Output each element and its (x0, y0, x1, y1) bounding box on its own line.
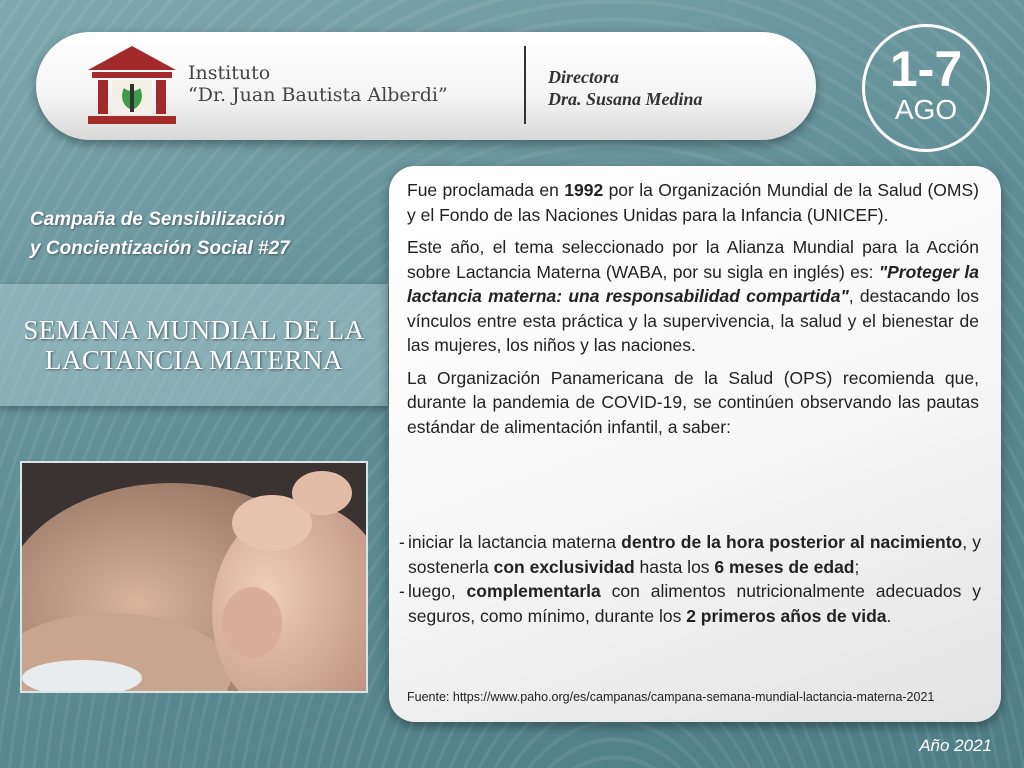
list-dash: - (399, 581, 405, 601)
list-item-text (408, 530, 981, 579)
recommendation-list (399, 530, 981, 628)
director-info (548, 66, 703, 110)
campaign-line1: Campaña de Sensibilización (30, 209, 286, 230)
text-bold: con exclusividad (493, 556, 635, 577)
text-bold: 6 meses de edad (714, 556, 855, 577)
text-segment: con alimentos nutricionalmente adecuados y seguros, como mínimo, durante los (408, 581, 981, 626)
institute-name-line2: “Dr. Juan Bautista Alberdi” (188, 84, 448, 106)
date-month: AGO (894, 94, 958, 125)
date-badge (862, 24, 990, 152)
list-item (399, 530, 981, 579)
page-title (23, 315, 364, 375)
institute-name-line1: Instituto (188, 62, 271, 84)
campaign-label (30, 205, 370, 263)
source-citation: Fuente: https://www.paho.org/es/campanas/campana-semana-mundial-lactancia-materna-2021 (407, 690, 935, 704)
list-item (399, 579, 981, 628)
text-segment: por la Organización Mundial de la Salud (OMS) y el Fondo de las Naciones Unidas para la Infancia (UNICEF). (407, 180, 979, 225)
text-segment: , destacando los vínculos entre esta práctica y la supervivencia, la salud y el bienestar de las mujeres, los niños y las naciones. (407, 286, 979, 355)
text-segment: Este año, el tema seleccionado por la Alianza Mundial para la Acción sobre Lactancia Materna (WABA, por su sigla en inglés) es: (407, 237, 979, 282)
institute-header (36, 32, 816, 140)
text-bold: 1992 (564, 180, 604, 200)
text-bold: complementarla (466, 581, 601, 601)
paragraph-theme (407, 235, 979, 358)
text-bold: 2 primeros años de vida (686, 605, 887, 626)
title-band (0, 284, 388, 406)
info-panel (389, 166, 1001, 722)
director-role: Directora (548, 67, 619, 87)
text-segment: , y sostenerla (408, 532, 981, 577)
text-segment: luego, (408, 581, 467, 601)
page-title-line2: LACTANCIA MATERNA (44, 345, 344, 375)
paragraph-proclamation (407, 178, 979, 227)
institute-logo-icon (84, 44, 180, 128)
campaign-line2: y Concientización Social #27 (30, 238, 290, 259)
breastfeeding-photo (20, 461, 368, 693)
text-bold: dentro de la hora posterior al nacimiento (621, 532, 963, 552)
year-label: Año 2021 (919, 736, 992, 755)
text-segment: ; (854, 556, 860, 577)
text-segment: hasta los (634, 556, 715, 577)
breastfeeding-image-icon (22, 463, 366, 691)
list-item-text (408, 579, 981, 628)
info-text (407, 178, 979, 447)
date-days: 1-7 (889, 41, 963, 97)
institute-name (188, 62, 448, 106)
list-dash: - (399, 532, 405, 552)
text-segment: Fue proclamada en (407, 180, 565, 200)
page-title-line1: SEMANA MUNDIAL DE LA (23, 315, 365, 345)
text-segment: . (886, 605, 892, 626)
paragraph-ops: La Organización Panamericana de la Salud (OPS) recomienda que, durante la pandemia de COVID-19, se continúen observando las pautas estándar de alimentación infantil, a saber: (407, 367, 979, 437)
header-divider (524, 46, 526, 124)
text-segment: iniciar la lactancia materna (408, 532, 622, 552)
theme-quote: "Proteger la lactancia materna: una responsabilidad compartida" (407, 261, 979, 306)
director-name: Dra. Susana Medina (548, 89, 703, 109)
